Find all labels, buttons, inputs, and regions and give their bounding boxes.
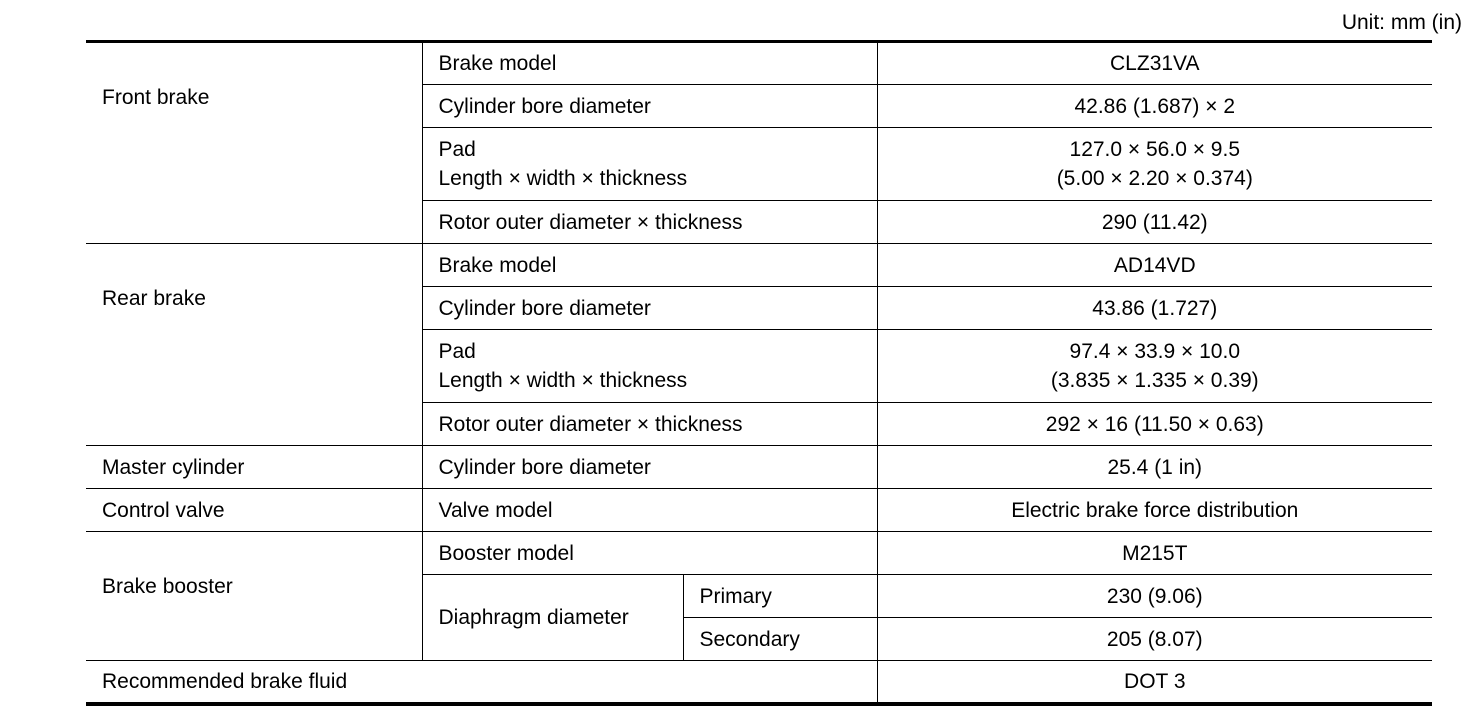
row-value: 42.86 (1.687) × 2 [877, 85, 1432, 128]
table-row [86, 42, 1432, 85]
row-label [422, 330, 877, 403]
pad-label: Pad [438, 340, 476, 363]
group-control-valve: Control valve [86, 489, 422, 532]
row-value: Electric brake force distribution [877, 489, 1432, 532]
row-label: Cylinder bore diameter [422, 287, 877, 330]
group-brake-booster: Brake booster [86, 532, 422, 661]
unit-label: Unit: mm (in) [1341, 11, 1462, 34]
row-value: CLZ31VA [877, 42, 1432, 85]
row-label: Primary [683, 575, 877, 618]
pad-sub-label: Length × width × thickness [438, 369, 688, 392]
table-row [86, 446, 1432, 489]
row-value: 292 × 16 (11.50 × 0.63) [877, 403, 1432, 446]
row-label: Secondary [683, 618, 877, 661]
row-label: Cylinder bore diameter [422, 446, 877, 489]
pad-value-in: (5.00 × 2.20 × 0.374) [1056, 167, 1253, 190]
table-row [86, 489, 1432, 532]
pad-value-in: (3.835 × 1.335 × 0.39) [1050, 369, 1259, 392]
row-value: AD14VD [877, 244, 1432, 287]
group-front-brake: Front brake [86, 42, 422, 244]
row-label: Recommended brake fluid [86, 661, 877, 704]
pad-sub-label: Length × width × thickness [438, 167, 688, 190]
row-value: M215T [877, 532, 1432, 575]
row-label: Valve model [422, 489, 877, 532]
diaphragm-label: Diaphragm diameter [422, 575, 683, 661]
row-value: 25.4 (1 in) [877, 446, 1432, 489]
table-row [86, 661, 1432, 704]
row-value: 230 (9.06) [877, 575, 1432, 618]
table-row [86, 532, 1432, 575]
row-value: 205 (8.07) [877, 618, 1432, 661]
pad-value-mm: 127.0 × 56.0 × 9.5 [1069, 138, 1240, 161]
row-value [877, 128, 1432, 201]
row-label: Cylinder bore diameter [422, 85, 877, 128]
row-label: Brake model [422, 244, 877, 287]
brake-spec-table [86, 40, 1432, 706]
row-label: Brake model [422, 42, 877, 85]
row-label: Rotor outer diameter × thickness [422, 403, 877, 446]
row-value: DOT 3 [877, 661, 1432, 704]
group-master-cylinder: Master cylinder [86, 446, 422, 489]
group-rear-brake: Rear brake [86, 244, 422, 446]
row-value [877, 330, 1432, 403]
table-row [86, 244, 1432, 287]
row-label: Booster model [422, 532, 877, 575]
row-value: 43.86 (1.727) [877, 287, 1432, 330]
row-label [422, 128, 877, 201]
pad-value-mm: 97.4 × 33.9 × 10.0 [1069, 340, 1240, 363]
row-value: 290 (11.42) [877, 201, 1432, 244]
row-label: Rotor outer diameter × thickness [422, 201, 877, 244]
pad-label: Pad [438, 138, 476, 161]
